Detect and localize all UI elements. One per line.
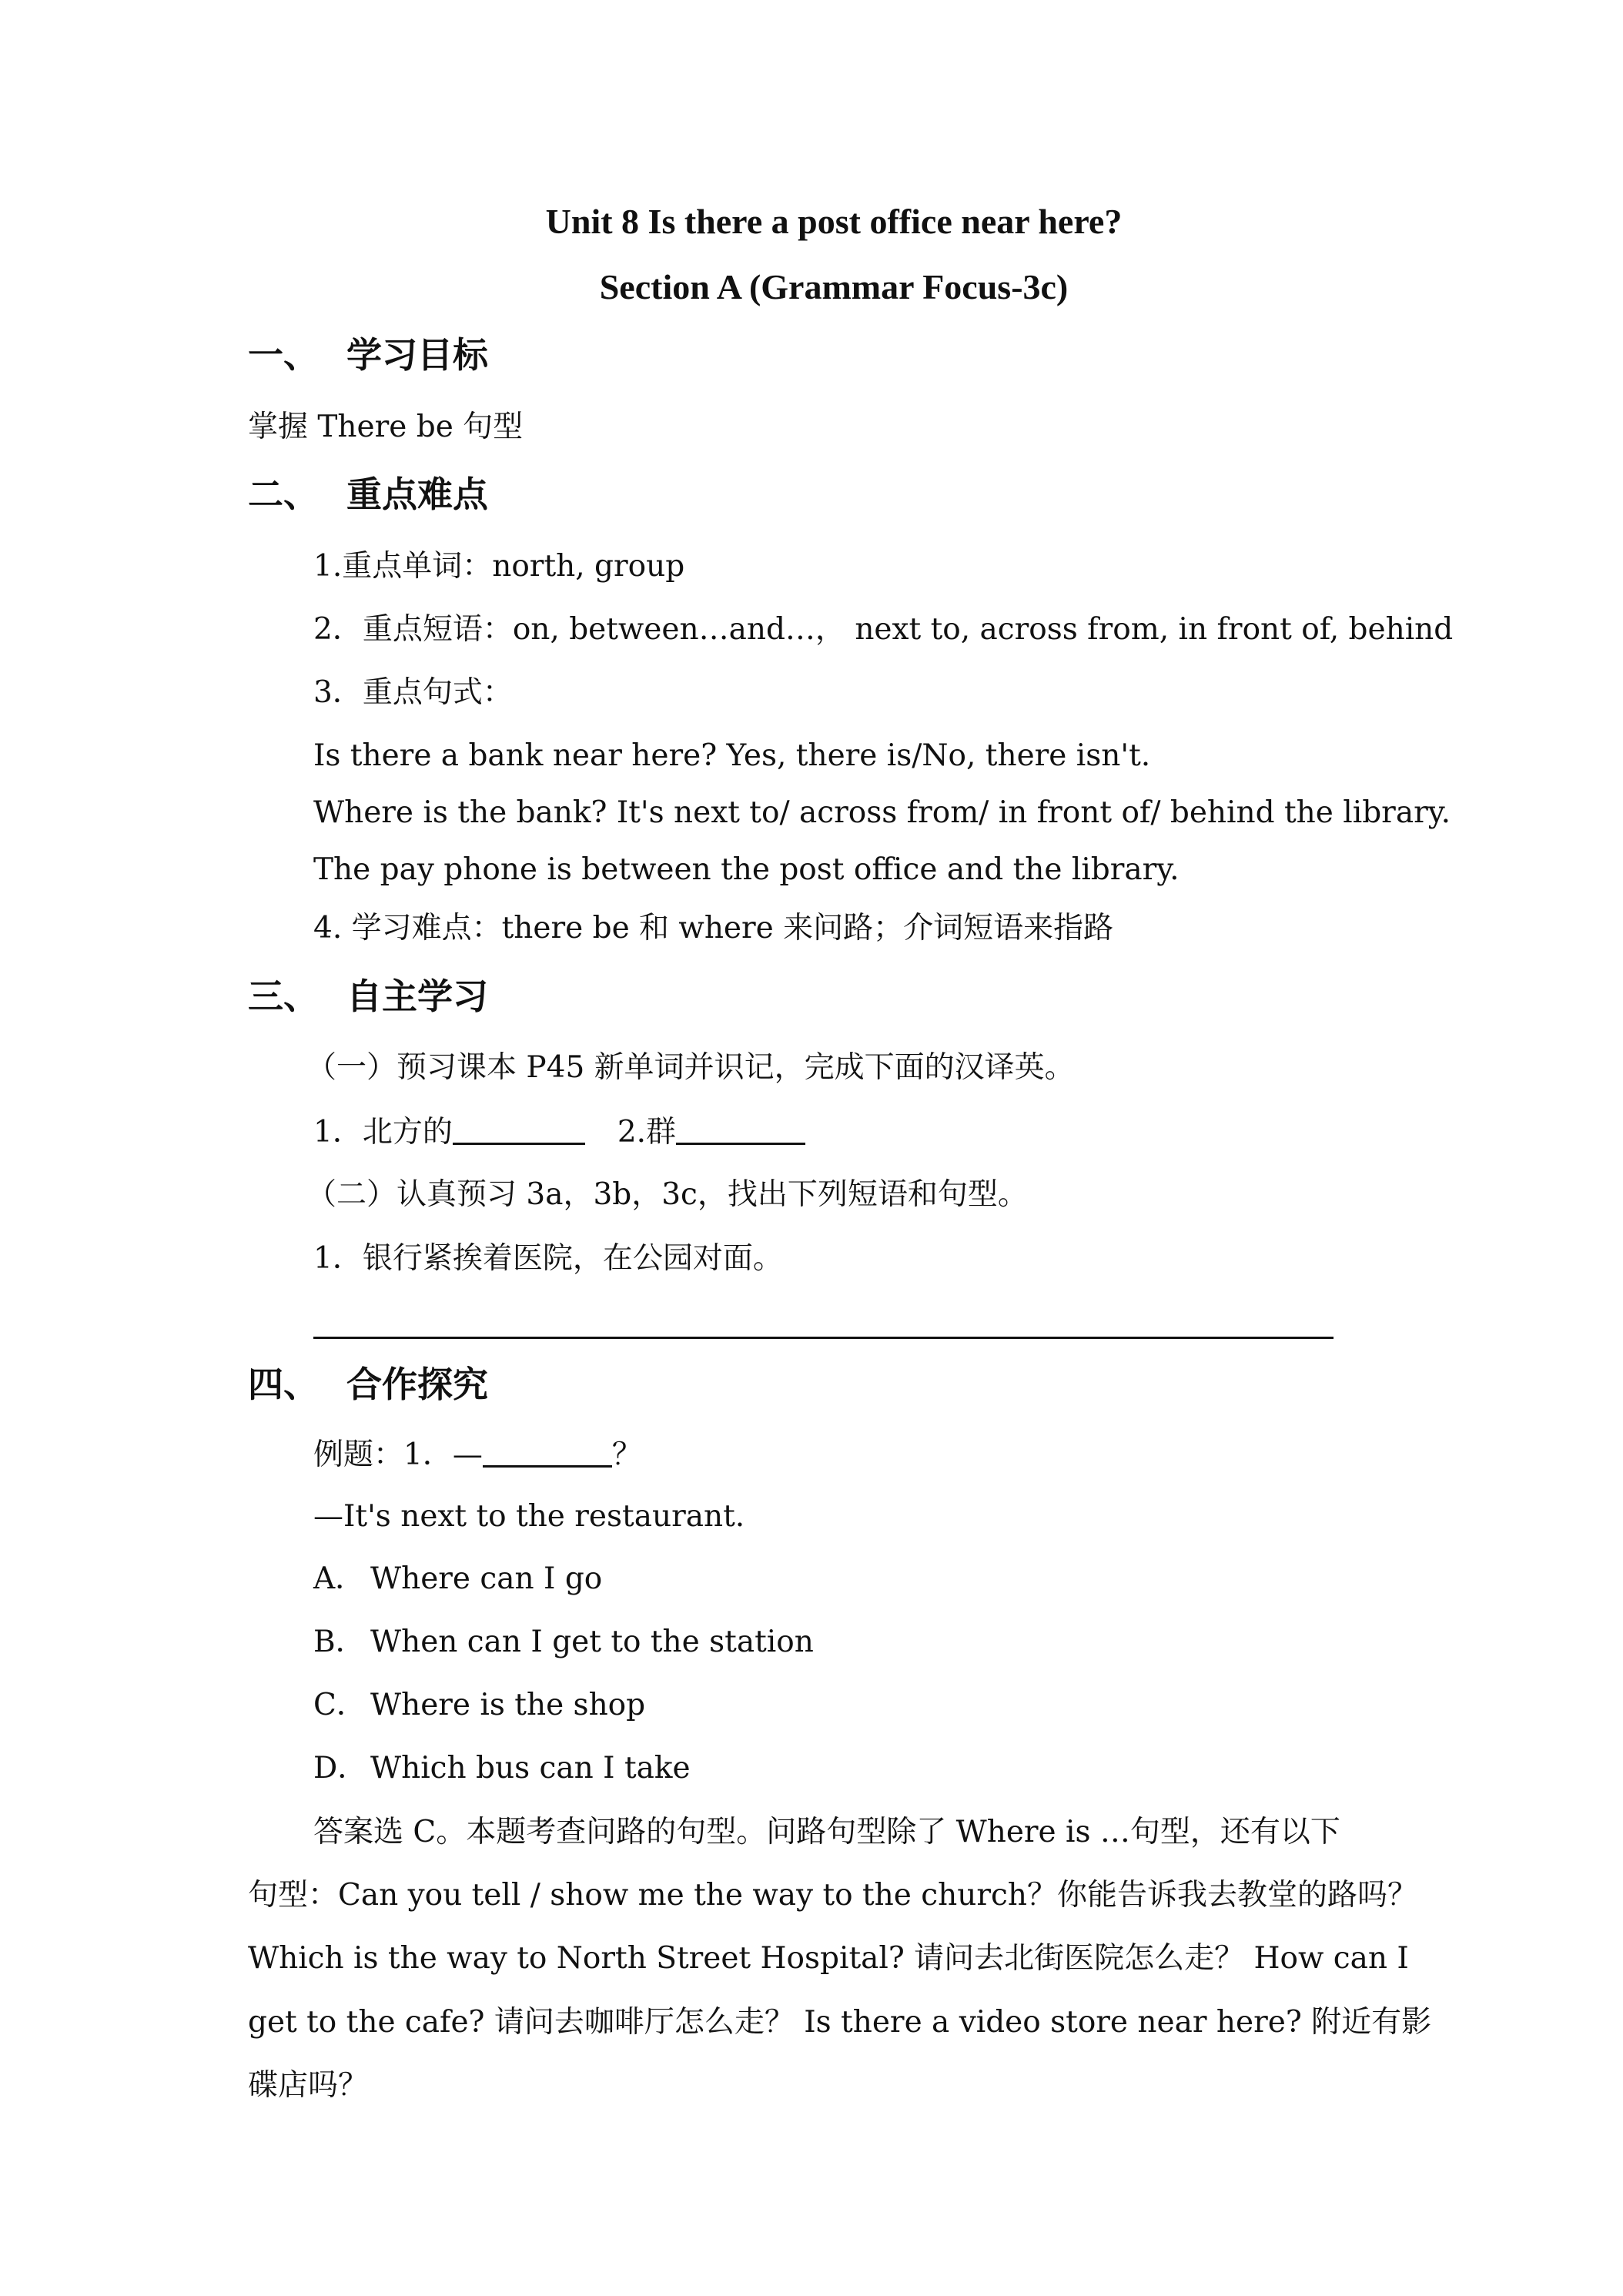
option-b (313, 1623, 814, 1662)
key-sentence: Is there a bank near here? Yes, there is/No, there isn't. (313, 738, 1151, 773)
vocab-questions (313, 1113, 805, 1152)
option-d (313, 1749, 691, 1788)
option-label: B． (313, 1625, 366, 1659)
key-sentence: Where is the bank? It's next to/ across from/ in front of/ behind the library. (313, 795, 1451, 830)
self-study-part-one: （一）预习课本 P45 新单词并识记，完成下面的汉译英。 (306, 1050, 1075, 1085)
section-title: 合作探究 (346, 1364, 488, 1405)
answer-line[interactable] (313, 1337, 1334, 1339)
translation-question: 1．银行紧挨着医院，在公园对面。 (313, 1241, 783, 1276)
example-suffix: ？ (611, 1438, 642, 1472)
self-study-part-two: （二）认真预习 3a，3b，3c，找出下列短语和句型。 (306, 1177, 1028, 1212)
key-sentence: The pay phone is between the post office and the library. (313, 852, 1180, 887)
section-heading-cooperation (248, 1361, 488, 1407)
section-number: 一、 (248, 334, 319, 376)
key-sentences-label: 3．重点句式： (313, 675, 513, 710)
section-title: 学习目标 (346, 334, 488, 376)
option-text: Where can I go (370, 1561, 603, 1596)
explanation-line: 碟店吗？ (248, 2068, 369, 2103)
question-label: 1．北方的 (313, 1115, 453, 1150)
option-c (313, 1686, 645, 1725)
page-subtitle: Section A (Grammar Focus-3c) (599, 267, 1069, 306)
section-heading-key-points (248, 471, 488, 517)
option-text: Where is the shop (370, 1688, 646, 1722)
answer-blank[interactable] (483, 1436, 612, 1468)
page-title: Unit 8 Is there a post office near here? (545, 202, 1123, 241)
explanation-line: Which is the way to North Street Hospital? 请问去北街医院怎么走？ How can I (248, 1941, 1409, 1976)
key-words: 1.重点单词：north, group (313, 549, 685, 584)
example-answer-line: —It's next to the restaurant. (313, 1499, 745, 1534)
explanation-line: 答案选 C。本题考查问路的句型。问路句型除了 Where is …句型，还有以下 (313, 1815, 1340, 1849)
option-label: C． (313, 1688, 366, 1722)
option-label: A． (313, 1561, 366, 1596)
example-question (313, 1436, 642, 1474)
example-prefix: 例题：1．— (313, 1438, 483, 1472)
option-a (313, 1560, 602, 1598)
question-label: 2.群 (617, 1115, 677, 1150)
section-title: 自主学习 (346, 976, 488, 1017)
key-phrases: 2．重点短语：on, between…and…， next to, across from, in front of, behind (313, 612, 1454, 647)
explanation-line: get to the cafe? 请问去咖啡厅怎么走？ Is there a video store near here? 附近有影 (248, 2005, 1432, 2040)
section-number: 四、 (248, 1364, 319, 1405)
option-text: When can I get to the station (370, 1625, 814, 1659)
section-number: 二、 (248, 474, 319, 515)
section-heading-goals (248, 332, 488, 378)
answer-blank[interactable] (453, 1113, 585, 1145)
option-label: D． (313, 1751, 368, 1786)
option-text: Which bus can I take (370, 1751, 691, 1786)
goals-text: 掌握 There be 句型 (248, 410, 524, 444)
explanation-line: 句型：Can you tell / show me the way to the church？你能告诉我去教堂的路吗？ (248, 1878, 1417, 1913)
section-number: 三、 (248, 976, 319, 1017)
section-heading-self-study (248, 973, 488, 1019)
section-title: 重点难点 (346, 474, 488, 515)
answer-blank[interactable] (676, 1113, 805, 1145)
difficulty-point: 4. 学习难点：there be 和 where 来问路；介词短语来指路 (313, 911, 1114, 946)
